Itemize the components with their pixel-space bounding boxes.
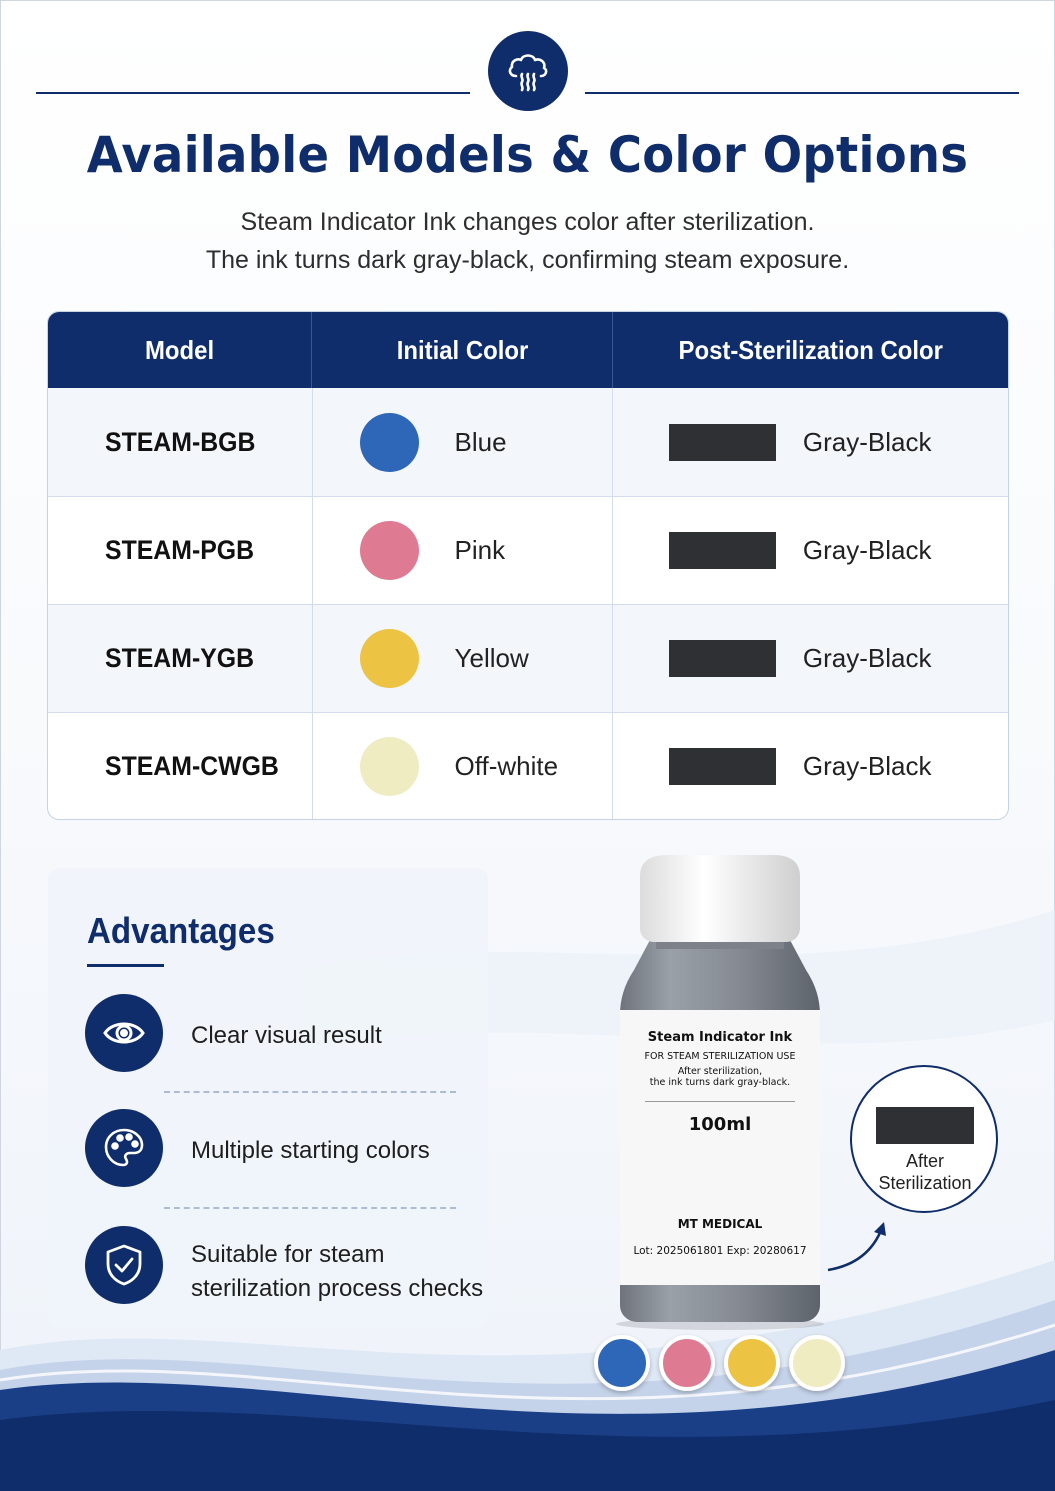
initial-color-cell [313, 713, 613, 820]
advantages-underline [87, 964, 164, 967]
label-note-1: After sterilization, [677, 1066, 763, 1077]
post-color-cell [613, 713, 1008, 820]
advantage-text-1: Clear visual result [191, 1022, 382, 1049]
divider-1 [164, 1091, 456, 1093]
color-dot [659, 1335, 715, 1391]
table-header [48, 312, 1008, 388]
divider-2 [164, 1207, 456, 1209]
model-cell: STEAM-BGB [48, 388, 313, 496]
color-dot [594, 1335, 650, 1391]
initial-color-label: Pink [454, 535, 506, 565]
model-cell: STEAM-CWGB [48, 713, 313, 820]
post-color-cell [613, 605, 1008, 712]
label-brand: MT MEDICAL [677, 1217, 763, 1231]
palette-icon [85, 1109, 163, 1187]
initial-color-dot [360, 413, 419, 472]
initial-color-cell [313, 497, 613, 604]
eye-icon [85, 994, 163, 1072]
label-note-2: the ink turns dark gray-black. [649, 1077, 791, 1088]
model-cell: STEAM-PGB [48, 497, 313, 604]
subtitle-line-1: Steam Indicator Ink changes color after sterilization. [240, 208, 815, 236]
initial-color-label: Blue [454, 426, 507, 457]
label-divider [645, 1101, 795, 1102]
ink-bottle [610, 850, 830, 1330]
models-table [47, 311, 1009, 820]
table-row [48, 712, 1008, 820]
page-title: Available Models & Color Options [86, 126, 969, 184]
post-color-swatch [669, 424, 776, 461]
post-color-cell [613, 388, 1008, 496]
color-dot [724, 1335, 780, 1391]
initial-color-cell [313, 605, 613, 712]
column-header-initial-color: Initial Color [312, 312, 612, 388]
bottle-label [620, 1030, 820, 1257]
advantage-text-2: Multiple starting colors [191, 1137, 430, 1164]
post-color-label: Gray-Black [802, 535, 932, 565]
after-label: After Sterilization [878, 1151, 972, 1193]
color-dot [789, 1335, 845, 1391]
column-header-post-color: Post-Sterilization Color [678, 334, 943, 365]
label-lot: Lot: 2025061801 Exp: 20280617 [633, 1245, 807, 1257]
advantage-text-3: Suitable for steam sterilization process checks [191, 1241, 484, 1302]
table-row [48, 496, 1008, 604]
initial-color-label: Yellow [454, 643, 529, 673]
arrow-icon [822, 1216, 892, 1276]
header-rule-right [585, 92, 1019, 94]
post-color-label: Gray-Black [802, 643, 932, 673]
post-color-cell [613, 497, 1008, 604]
column-header-model: Model [48, 312, 312, 388]
initial-color-label: Off-white [454, 751, 559, 781]
initial-color-cell [313, 388, 613, 496]
table-row [48, 604, 1008, 712]
steam-cloud-icon [488, 31, 568, 111]
post-color-swatch [669, 640, 776, 677]
subtitle-line-2: The ink turns dark gray-black, confirming steam exposure. [205, 246, 850, 274]
label-product-name: Steam Indicator Ink [647, 1030, 793, 1045]
header-rule-left [36, 92, 470, 94]
shield-check-icon [85, 1226, 163, 1304]
after-swatch [876, 1107, 974, 1144]
initial-color-dot [360, 737, 419, 796]
after-sterilization-badge [850, 1065, 998, 1213]
initial-color-dot [360, 629, 419, 688]
post-color-swatch [669, 748, 776, 785]
model-cell: STEAM-YGB [48, 605, 313, 712]
label-use: FOR STEAM STERILIZATION USE [644, 1051, 796, 1062]
post-color-swatch [669, 532, 776, 569]
label-volume: 100ml [688, 1114, 752, 1135]
table-row [48, 388, 1008, 496]
advantages-title: Advantages [87, 910, 275, 951]
post-color-label: Gray-Black [802, 426, 932, 457]
post-color-label: Gray-Black [802, 751, 932, 781]
initial-color-dot [360, 521, 419, 580]
